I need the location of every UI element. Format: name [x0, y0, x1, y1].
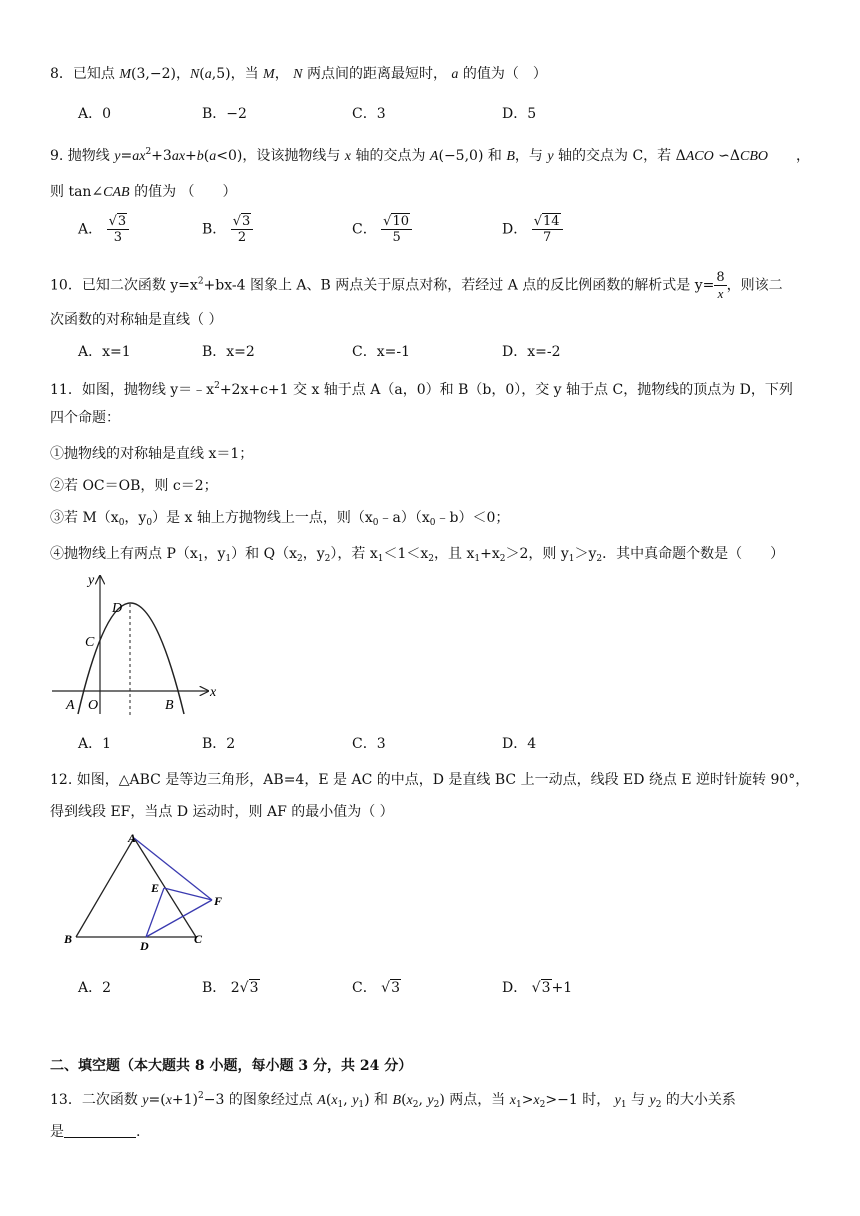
side-ac [134, 838, 196, 937]
q9-option-a: A． $\frac{√3}{3}$ [78, 214, 129, 245]
label-a: A [128, 831, 137, 845]
q11-proposition-3: ③若 $M(x_0$，$y_0$）是 x 轴上方抛物线上一点，则$(x_0﹣a)(x_0﹣b)<0$； [50, 510, 510, 528]
label-x: x [210, 685, 217, 700]
q9-option-b: B． $\frac{√3}{2}$ [202, 214, 253, 245]
side-ab [76, 838, 134, 937]
q12-option-d: D． √3+1 [502, 980, 573, 996]
q12-option-a: A．2 [78, 980, 112, 996]
q10-option-b: B．x=2 [202, 344, 255, 360]
q11-option-c: C．3 [352, 736, 386, 752]
q12-triangle-figure [60, 828, 240, 958]
q12-option-b: B． 2√3 [202, 980, 259, 996]
q12-stem: 12. 如图，△ABC 是等边三角形，AB=4，E 是 AC 的中点，D 是直线 BC 上一动点，线段 ED 绕点 E 逆时针旋转 90°， [50, 772, 810, 788]
label-f: F [214, 894, 223, 908]
q11-proposition-2: ②若 OC＝OB，则 c＝2； [50, 478, 218, 494]
label-y: y [88, 573, 95, 588]
q11-option-b: B．2 [202, 736, 236, 752]
q10-option-a: A．x=1 [78, 344, 131, 360]
q12-stem-2: 得到线段 EF，当点 D 运动时，则 AF 的最小值为（ ） [50, 804, 394, 820]
q8-stem: 8．已知点 M(3,−2)，N(a,5)，当 M， N 两点间的距离最短时， a 的值为（ ） [50, 66, 547, 82]
q10-stem-2: 次函数的对称轴是直线（ ） [50, 312, 223, 328]
label-c: C [194, 932, 203, 946]
answer-blank[interactable] [64, 1123, 136, 1138]
q11-option-d: D．4 [502, 736, 537, 752]
q9-option-d: D． $\frac{√14}{7}$ [502, 214, 563, 245]
q10-option-c: C．x=-1 [352, 344, 410, 360]
label-b: B [64, 932, 73, 946]
q9-option-c: C． $\frac{√10}{5}$ [352, 214, 412, 245]
segment-df [146, 900, 212, 937]
q12-option-c: C． √3 [352, 980, 401, 996]
q11-stem: 11．如图，抛物线 $y=﹣x^2+2x+c+1$ 交 x 轴于点 A（a，0）和 B（b，0），交 y 轴于点 C，抛物线的顶点为 D，下列 [50, 381, 793, 398]
q8-option-b: B．−2 [202, 106, 247, 122]
q8-option-c: C．3 [352, 106, 386, 122]
section-2-title: 二、填空题（本大题共 8 小题，每小题 3 分，共 24 分） [50, 1058, 413, 1074]
label-d: D [140, 939, 149, 953]
q9-stem: 9. 抛物线 $y=ax^2+3ax+b(a<0)$，设该抛物线与 x 轴的交点为 A(−5,0) 和 B，与 y 轴的交点为 C，若 ΔACO ∽ΔCBO ， [50, 147, 811, 164]
q11-proposition-4: ④抛物线上有两点 $P(x_1$，$y_1$）和 $Q(x_2$，$y_2$），若 $x_1<1<x_2$，且 $x_1+x_2>2$，则 $y_1>y_2$．其中真命题个数是（ ） [50, 546, 785, 564]
q9-stem-2: 则 tan∠CAB 的值为 （ ） [50, 184, 237, 200]
label-d: D [112, 601, 123, 616]
q11-stem-2: 四个命题： [50, 410, 120, 426]
label-c: C [85, 635, 95, 650]
q8-option-d: D．5 [502, 106, 537, 122]
q11-option-a: A．1 [78, 736, 112, 752]
label-b: B [165, 698, 174, 713]
label-e: E [151, 881, 160, 895]
q10-stem: 10．已知二次函数 $y=x^2+bx-4$ 图象上 A、B 两点关于原点对称，若经过 A 点的反比例函数的解析式是 y= $\frac{8}{x}$ ，则该二 [50, 270, 783, 301]
label-a: A [66, 698, 75, 713]
segment-ed [146, 888, 164, 937]
q13-stem-2: 是 . [50, 1124, 141, 1140]
q10-option-d: D．x=-2 [502, 344, 561, 360]
q11-proposition-1: ①抛物线的对称轴是直线 x＝1； [50, 446, 254, 462]
q11-parabola-figure [48, 568, 228, 718]
q13-stem: 13．二次函数 $y=(x+1)^2-3$ 的图象经过点 $A(x_1$, $y_1$) 和 $B(x_2$, $y_2$) 两点，当 $x_1>x_2>-1$ 时， $y_1$ 与 $y_2$ 的大小关系 [50, 1091, 736, 1110]
label-o: O [88, 698, 99, 713]
q8-option-a: A．0 [78, 106, 112, 122]
